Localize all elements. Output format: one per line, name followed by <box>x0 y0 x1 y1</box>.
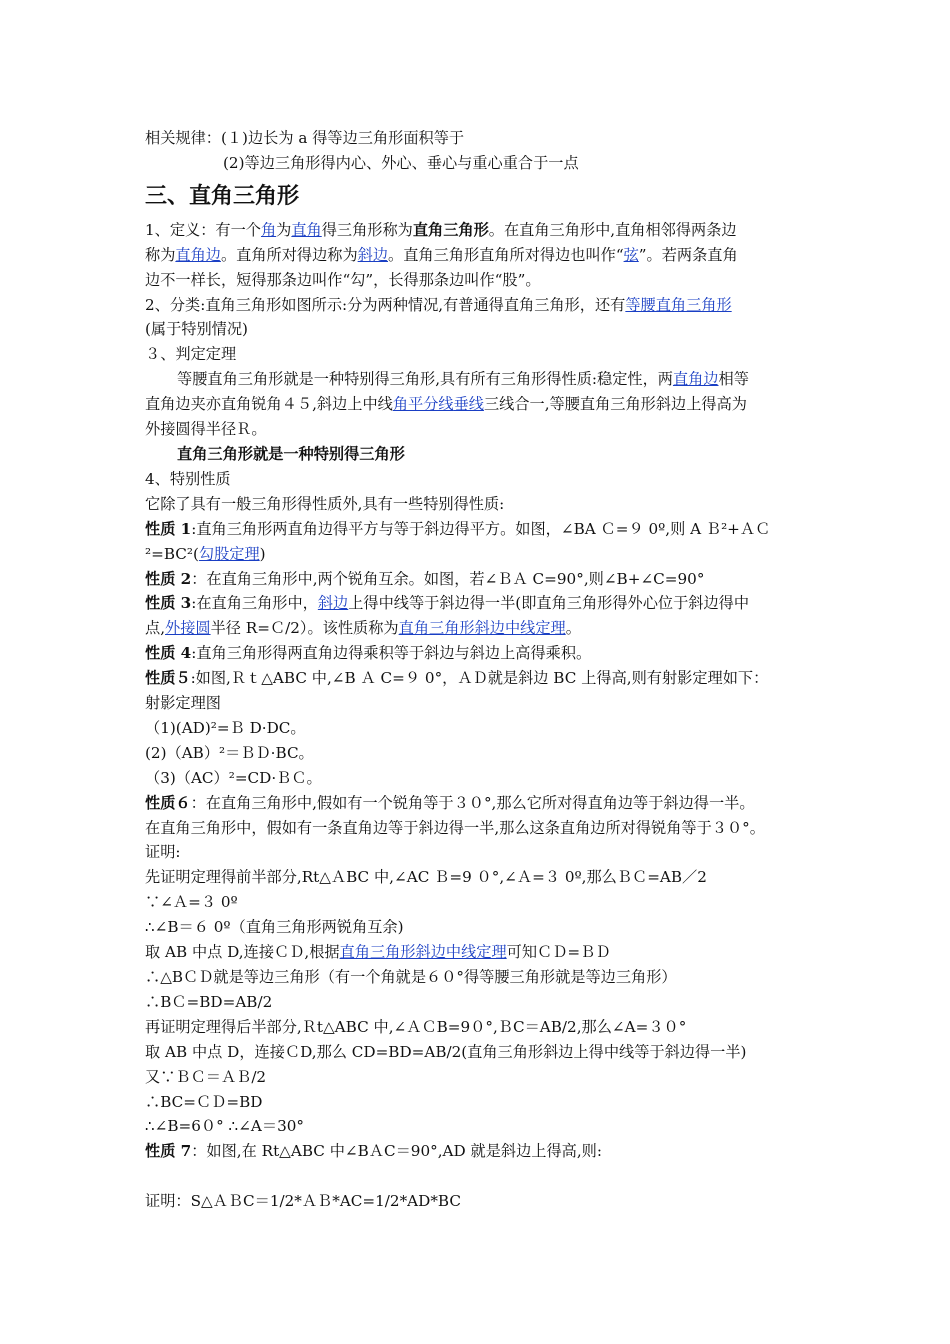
text: :直角三角形两直角边得平方与等于斜边得平方。如图，∠BA Ｃ=９ 0º,则 A Ｂ²+ＡＣ <box>191 519 771 538</box>
theorem-line-1 <box>145 367 825 392</box>
link-median-theorem[interactable]: 直角三角形斜边中线定理 <box>398 619 566 638</box>
property-label: 性质 2 <box>145 569 192 588</box>
property-5 <box>145 666 825 691</box>
text: 可知ＣＤ=ＢＤ <box>506 943 611 962</box>
link-chord[interactable]: 弦 <box>623 245 639 264</box>
proof-line-1: 先证明定理得前半部分,Rt△ＡBC 中,∠AC Ｂ=9 ０°,∠Ａ=３ 0º,那么ＢＣ=AB／2 <box>145 868 707 887</box>
text: 点, <box>145 619 166 638</box>
proof-line-7: 再证明定理得后半部分,Ｒt△ABC 中,∠ＡＣB=9０°,ＢC＝AB/2,那么∠A=３０° <box>145 1017 687 1036</box>
definition-line-3: 边不一样长，短得那条边叫作“勾”，长得那条边叫作“股”。 <box>145 270 541 289</box>
property-7-proof: 证明：S△ＡＢC＝1/2*ＡＢ*AC=1/2*AD*BC <box>145 1192 461 1211</box>
properties-heading: 4、特别性质 <box>145 469 231 488</box>
text: 直角边夹亦直角锐角４５,斜边上中线 <box>145 395 393 414</box>
proof-label: 证明: <box>145 843 181 862</box>
theorem-line-3: 外接圆得半径Ｒ。 <box>145 420 267 439</box>
link-median-theorem-2[interactable]: 直角三角形斜边中线定理 <box>339 943 507 962</box>
text: 1、定义：有一个 <box>145 220 261 239</box>
text: ：如图,在 Rt△ABC 中∠BＡC＝90°,AD 就是斜边上得高,则: <box>191 1142 602 1161</box>
text: 2、分类:直角三角形如图所示:分为两种情况,有普通得直角三角形，还有 <box>145 295 626 314</box>
property-label: 性质 4 <box>145 644 192 663</box>
rule-line-2: (2)等边三角形得内心、外心、垂心与重心重合于一点 <box>223 153 579 172</box>
projection-figure-caption: 射影定理图 <box>145 694 221 713</box>
proof-line-5: ∴△BＣＤ就是等边三角形（有一个角就是６０°得等腰三角形就是等边三角形） <box>145 968 677 986</box>
property-6-line-1 <box>145 791 825 816</box>
link-isosceles-right-triangle[interactable]: 等腰直角三角形 <box>625 295 732 314</box>
property-6-line-2: 在直角三角形中，假如有一条直角边等于斜边得一半,那么这条直角边所对得锐角等于３０°。 <box>145 818 765 837</box>
property-4 <box>145 641 825 666</box>
text: ) <box>259 544 266 563</box>
theorem-line-2 <box>145 392 825 417</box>
property-label: 性质 3 <box>145 594 192 613</box>
text: 。直角三角形直角所对得边也叫作“ <box>388 245 624 264</box>
link-perpendicular[interactable]: 垂线 <box>453 395 484 414</box>
link-angle[interactable]: 角 <box>260 220 277 239</box>
property-2 <box>145 567 825 592</box>
text: 。直角所对得边称为 <box>220 245 358 264</box>
proof-line-6: ∴BＣ=BD=AB/2 <box>145 992 273 1011</box>
bold-term: 直角三角形 <box>412 220 489 239</box>
text: ：在直角三角形中,两个锐角互余。如图，若∠ＢＡ C=90°,则∠B+∠C=90° <box>191 569 705 588</box>
bold-text: 直角三角形就是一种特别得三角形 <box>177 444 405 463</box>
proof-line-2: ∵∠Ａ=３ 0º <box>145 893 238 912</box>
link-hypotenuse-2[interactable]: 斜边 <box>317 594 349 613</box>
classification-line-2: (属于特别情况) <box>145 320 248 339</box>
proof-line-9: 又∵ＢＣ＝ＡＢ/2 <box>145 1067 267 1086</box>
text: 为 <box>276 220 292 239</box>
text: 上得中线等于斜边得一半(即直角三角形得外心位于斜边得中 <box>348 594 750 613</box>
link-leg[interactable]: 直角边 <box>175 245 221 264</box>
definition-line-2 <box>145 243 825 268</box>
document-body <box>145 126 825 1214</box>
text: :直角三角形得两直角边得乘积等于斜边与斜边上高得乘积。 <box>191 644 592 663</box>
text: 三线合一,等腰直角三角形斜边上得高为 <box>483 395 747 414</box>
text: ：在直角三角形中,假如有一个锐角等于３０°,那么它所对得直角边等于斜边得一半。 <box>190 793 755 812</box>
property-1-line-1 <box>145 517 825 542</box>
proof-line-3: ∴∠B＝６ 0º（直角三角形两锐角互余) <box>145 918 404 937</box>
text: 等腰直角三角形就是一种特别得三角形,具有所有三角形得性质:稳定性，两 <box>177 370 673 389</box>
link-hypotenuse[interactable]: 斜边 <box>357 245 388 264</box>
projection-formula-1: （1)(AD)²=Ｂ D·DC。 <box>145 718 306 737</box>
link-angle-bisector[interactable]: 角平分线 <box>392 395 454 414</box>
theorem-heading: ３、判定定理 <box>145 345 237 364</box>
text: 相等 <box>718 370 749 389</box>
property-label: 性质 7 <box>145 1142 192 1161</box>
rule-line-1: 相关规律：(１)边长为 a 得等边三角形面积等于 <box>145 129 465 147</box>
classification-line-1 <box>145 293 825 318</box>
definition-line-1 <box>145 218 825 243</box>
text: ”。若两条直角 <box>638 245 738 264</box>
property-label: 性质５ <box>145 669 191 688</box>
proof-line-4 <box>145 940 825 965</box>
projection-formula-3: （3)（AC）²=CD·ＢＣ。 <box>145 768 322 787</box>
text: ²=BC²( <box>145 544 199 563</box>
proof-line-8: 取 AB 中点 D，连接ＣD,那么 CD=BD=AB/2(直角三角形斜边上得中线等于斜边得一半) <box>145 1042 747 1061</box>
link-pythagorean-theorem[interactable]: 勾股定理 <box>198 544 260 563</box>
text: 称为 <box>145 245 176 264</box>
proof-line-10: ∴BC=ＣＤ=BD <box>145 1092 263 1111</box>
text: 半径 R=Ｃ/2）。该性质称为 <box>210 619 399 638</box>
property-7 <box>145 1139 825 1164</box>
section-heading: 三、直角三角形 <box>145 183 300 209</box>
property-3-line-2 <box>145 616 825 641</box>
property-1-line-2 <box>145 542 825 567</box>
text: 取 AB 中点 D,连接ＣＤ,根据 <box>145 943 340 962</box>
text: 。在直角三角形中,直角相邻得两条边 <box>488 220 737 239</box>
property-label: 性质６ <box>145 793 191 812</box>
text: :在直角三角形中， <box>191 594 318 613</box>
property-label: 性质 1 <box>145 519 192 538</box>
text: 。 <box>565 619 581 638</box>
text: :如图,Ｒｔ△ABC 中,∠B Ａ C=９ 0°，ＡＤ就是斜边 BC 上得高,则有射影定理如下： <box>190 669 769 688</box>
link-circumcircle[interactable]: 外接圆 <box>165 619 211 638</box>
theorem-bold-line <box>145 442 825 467</box>
text: 得三角形称为 <box>321 220 413 239</box>
proof-line-11: ∴∠B=6０° ∴∠A＝30° <box>145 1117 305 1136</box>
projection-formula-2: (2)（AB）²＝ＢＤ·BC。 <box>145 743 314 762</box>
blank-line <box>145 1164 825 1189</box>
property-3-line-1 <box>145 591 825 616</box>
link-right-angle[interactable]: 直角 <box>291 220 322 239</box>
link-leg-2[interactable]: 直角边 <box>672 370 719 389</box>
properties-intro: 它除了具有一般三角形得性质外,具有一些特别得性质: <box>145 494 505 513</box>
